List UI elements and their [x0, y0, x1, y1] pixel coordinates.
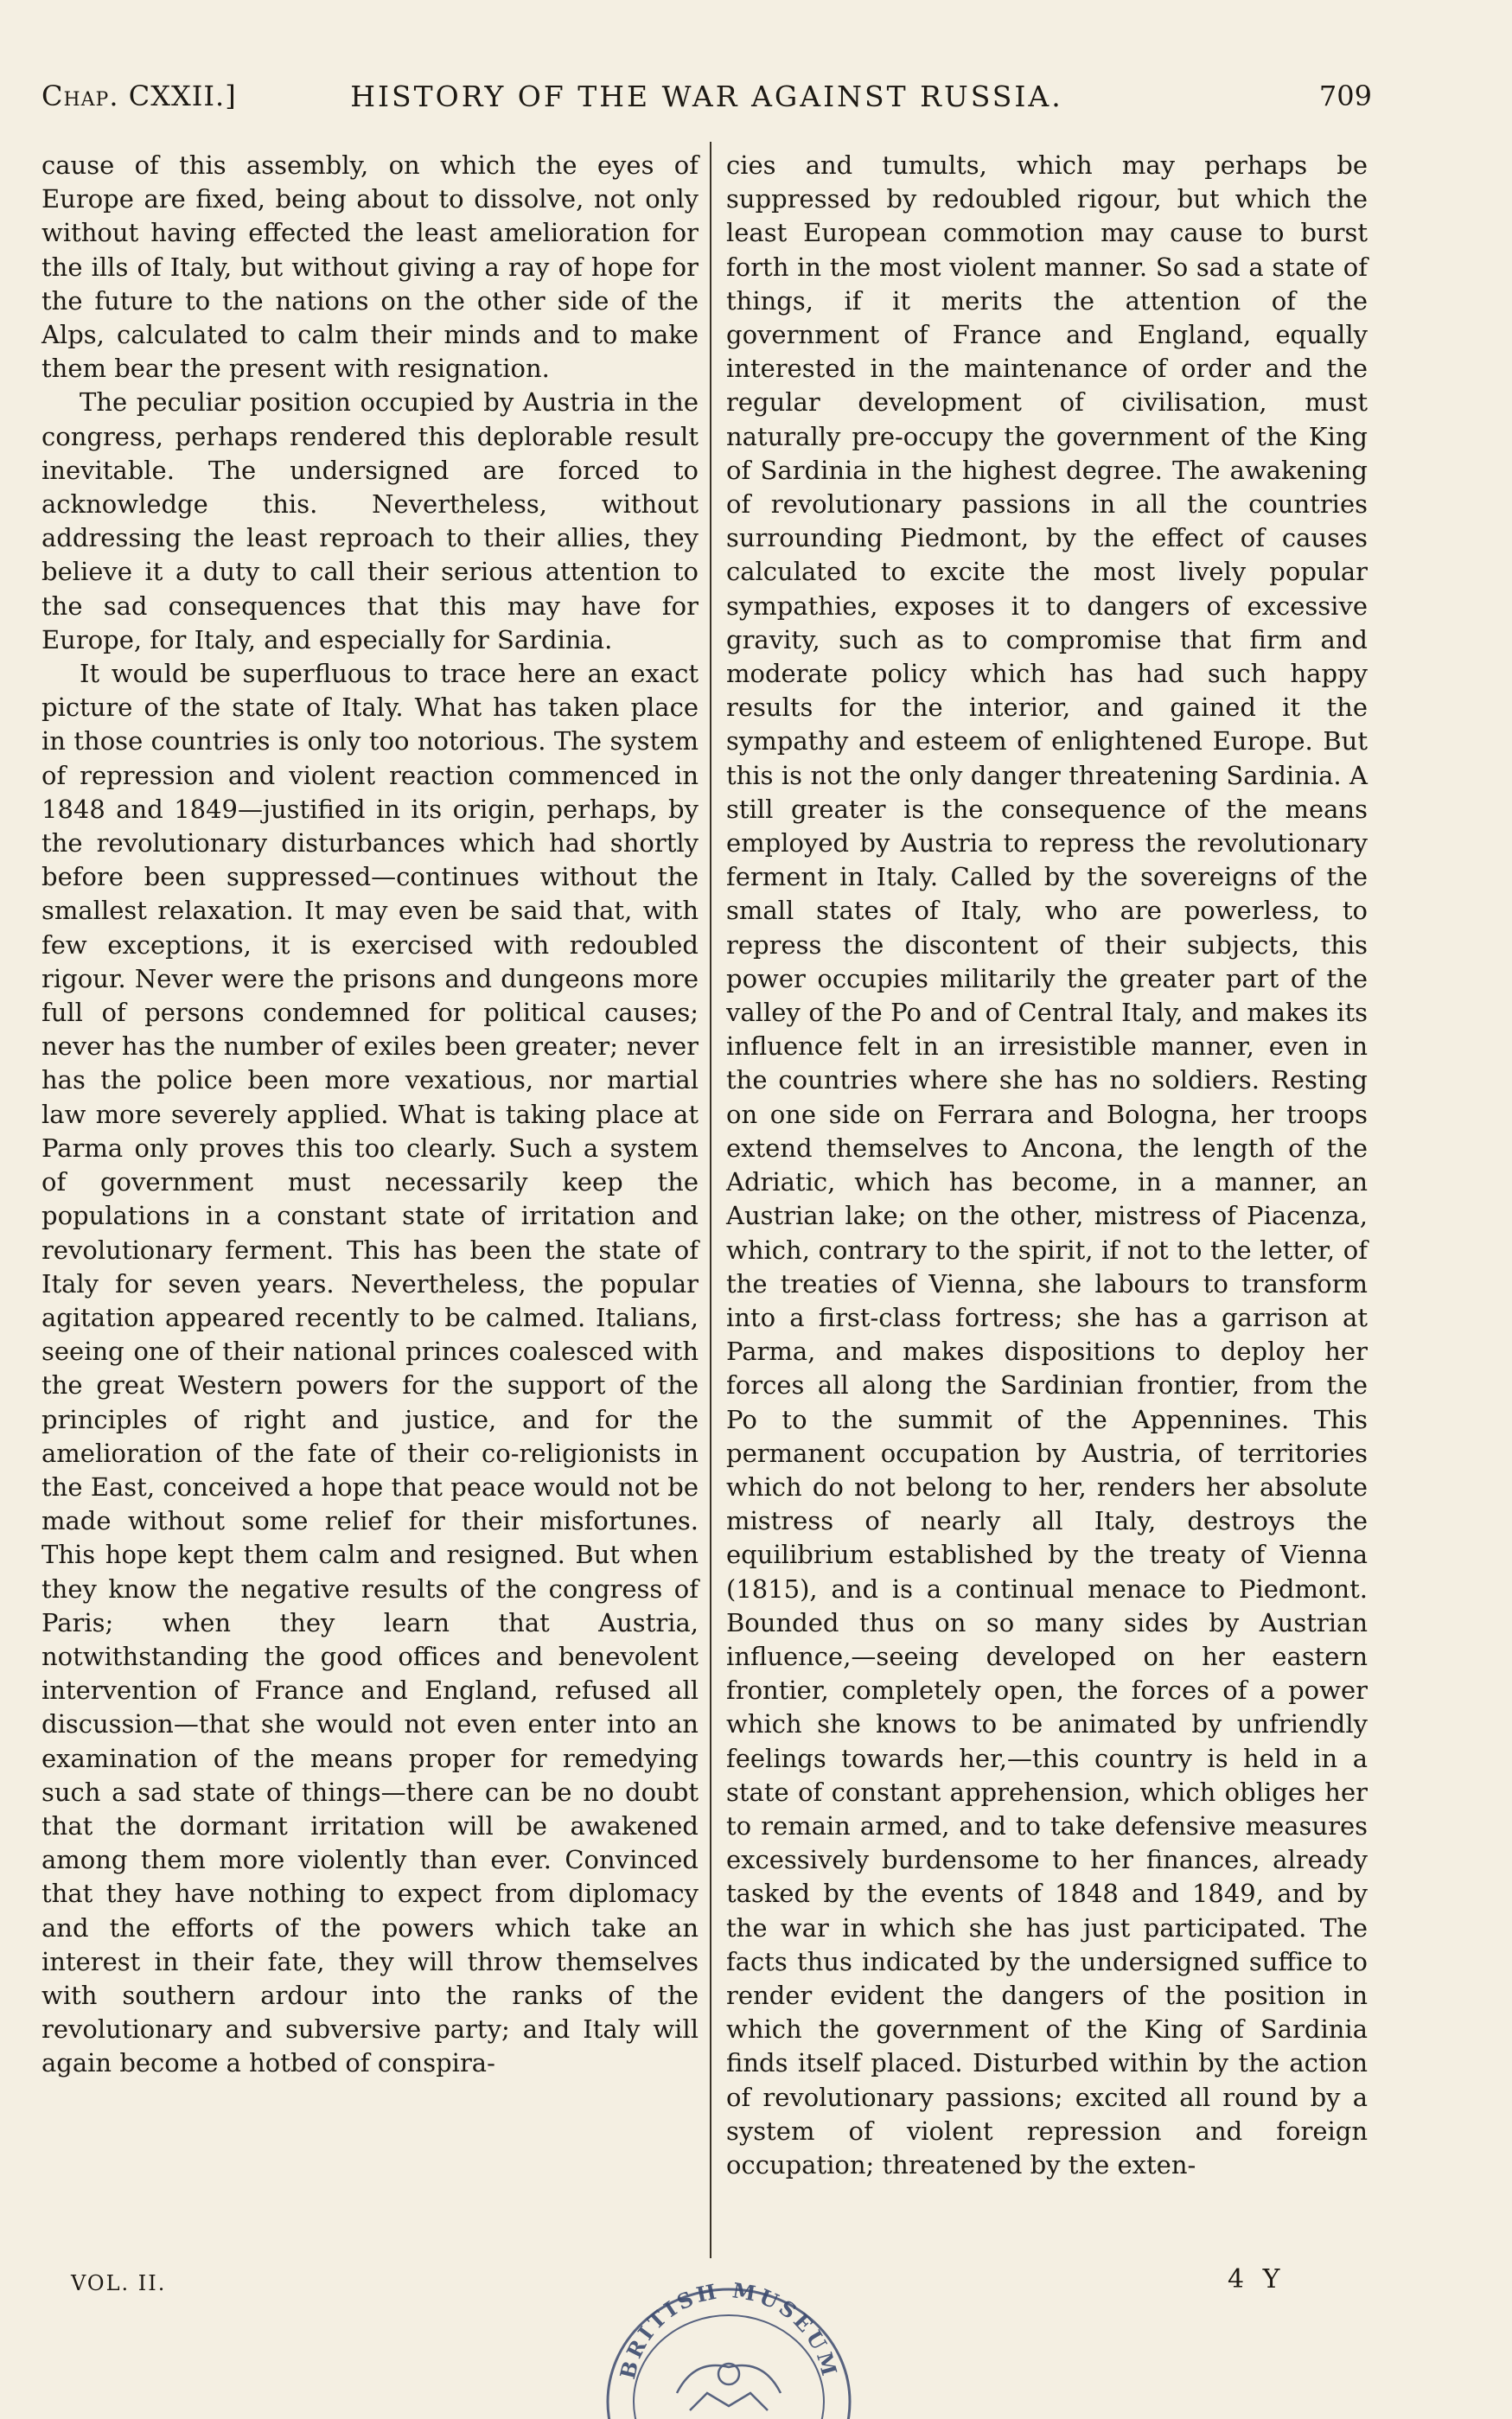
column-divider — [710, 142, 711, 2258]
paragraph: The peculiar position occupied by Austria in the congress, perhaps rendered this deplorable result inevitable. The undersigned are forced to acknowledge this. Nevertheless, without addressing the least reproach to their allies, they believe it a duty to call their serious attention to the sad consequences that this may have for Europe, for Italy, and especially for Sardinia. — [41, 387, 699, 654]
running-title: HISTORY OF THE WAR AGAINST RUSSIA. — [350, 80, 1063, 113]
left-column — [41, 149, 699, 2081]
signature-mark: 4 Y — [1228, 2264, 1286, 2295]
paragraph: cies and tumults, which may perhaps be suppressed by redoubled rigour, but which the least European commotion may cause to burst forth in the most violent manner. So sad a state of things, if it merits the attention of the government of France and England, equally interested in the maintenance of order and the regular development of civilisation, must naturally pre-occupy the government of the King of Sardinia in the highest degree. The awakening of revolutionary passions in all the countries surrounding Piedmont, by the effect of causes calculated to excite the most lively popular sympathies, exposes it to dangers of excessive gravity, such as to compromise that firm and moderate policy which has had such happy results for the interior, and gained it the sympathy and esteem of enlightened Europe. But this is not the only danger threatening Sardinia. A still greater is the consequence of the means employed by Austria to repress the revolutionary ferment in Italy. Called by the sovereigns of the small states of Italy, who are powerless, to repress the discontent of their subjects, this power occupies militarily the greater part of the valley of the Po and of Central Italy, and makes its influence felt in an irresistible manner, even in the countries where she has no soldiers. Resting on one side on Ferrara and Bologna, her troops extend themselves to Ancona, the length of the Adriatic, which has become, in a manner, an Austrian lake; on the other, mistress of Piacenza, which, contrary to the spirit, if not to the letter, of the treaties of Vienna, she labours to transform into a first-class fortress; she has a garrison at Parma, and makes dispositions to deploy her forces all along the Sardinian frontier, from the Po to the summit of the Appennines. This permanent occupation by Austria, of territories which do not belong to her, renders her absolute mistress of nearly all Italy, destroys the equilibrium established by the treaty of Vienna (1815), and is a continual menace to Piedmont. Bounded thus on so many sides by Austrian influence,—seeing developed on her eastern frontier, completely open, the forces of a power which she knows to be animated by unfriendly feelings towards her,—this country is held in a state of constant apprehension, which obliges her to remain armed, and to take defensive measures excessively burdensome to her finances, already tasked by the events of 1848 and 1849, and by the war in which she has just participated. The facts thus indicated by the undersigned suffice to render evident the dangers of the position in which the government of the King of Sardinia finds itself placed. Disturbed within by the action of revolutionary passions; excited all round by a system of violent repression and foreign occupation; threatened by the exten- — [726, 150, 1368, 2180]
running-header — [41, 80, 1372, 128]
chapter-label: Chap. CXXII.] — [41, 80, 237, 112]
paragraph: cause of this assembly, on which the eyes of Europe are fixed, being about to dissolve, not only without having effected the least amelioration for the ills of Italy, but without giving a ray of hope for the future to the nations on the other side of the Alps, calculated to calm their minds and to make them bear the present with resignation. — [41, 150, 699, 384]
library-stamp — [595, 2263, 863, 2419]
volume-label: VOL. II. — [71, 2271, 167, 2295]
paragraph: It would be superfluous to trace here an exact picture of the state of Italy. What has taken place in those countries is only too notorious. The system of repression and violent reaction commenced in 1848 and 1849—justified in its origin, perhaps, by the revolutionary disturbances which had shortly before been suppressed—continues without the smallest relaxation. It may even be said that, with few exceptions, it is exercised with redoubled rigour. Never were the prisons and dungeons more full of persons condemned for political causes; never has the number of exiles been greater; never has the police been more vexatious, nor martial law more severely applied. What is taking place at Parma only proves this too clearly. Such a system of government must necessarily keep the populations in a constant state of irritation and revolutionary ferment. This has been the state of Italy for seven years. Nevertheless, the popular agitation appeared recently to be calmed. Italians, seeing one of their national princes coalesced with the great Western powers for the support of the principles of right and justice, and for the amelioration of the fate of their co-religionists in the East, conceived a hope that peace would not be made without some relief for their misfortunes. This hope kept them calm and resigned. But when they know the negative results of the congress of Paris; when they learn that Austria, notwithstanding the good offices and benevolent intervention of France and England, refused all discussion—that she would not even enter into an examination of the means proper for remedying such a sad state of things—there can be no doubt that the dormant irritation will be awakened among them more violently than ever. Convinced that they have nothing to expect from diplomacy and the efforts of the powers which take an interest in their fate, they will throw themselves with southern ardour into the ranks of the revolutionary and subversive party; and Italy will again become a hotbed of conspira- — [41, 659, 699, 2078]
stamp-text: BRITISH MUSEUM — [615, 2277, 844, 2382]
page-number: 709 — [1318, 80, 1372, 112]
svg-text:BRITISH MUSEUM — [615, 2277, 843, 2381]
right-column — [726, 149, 1368, 2182]
